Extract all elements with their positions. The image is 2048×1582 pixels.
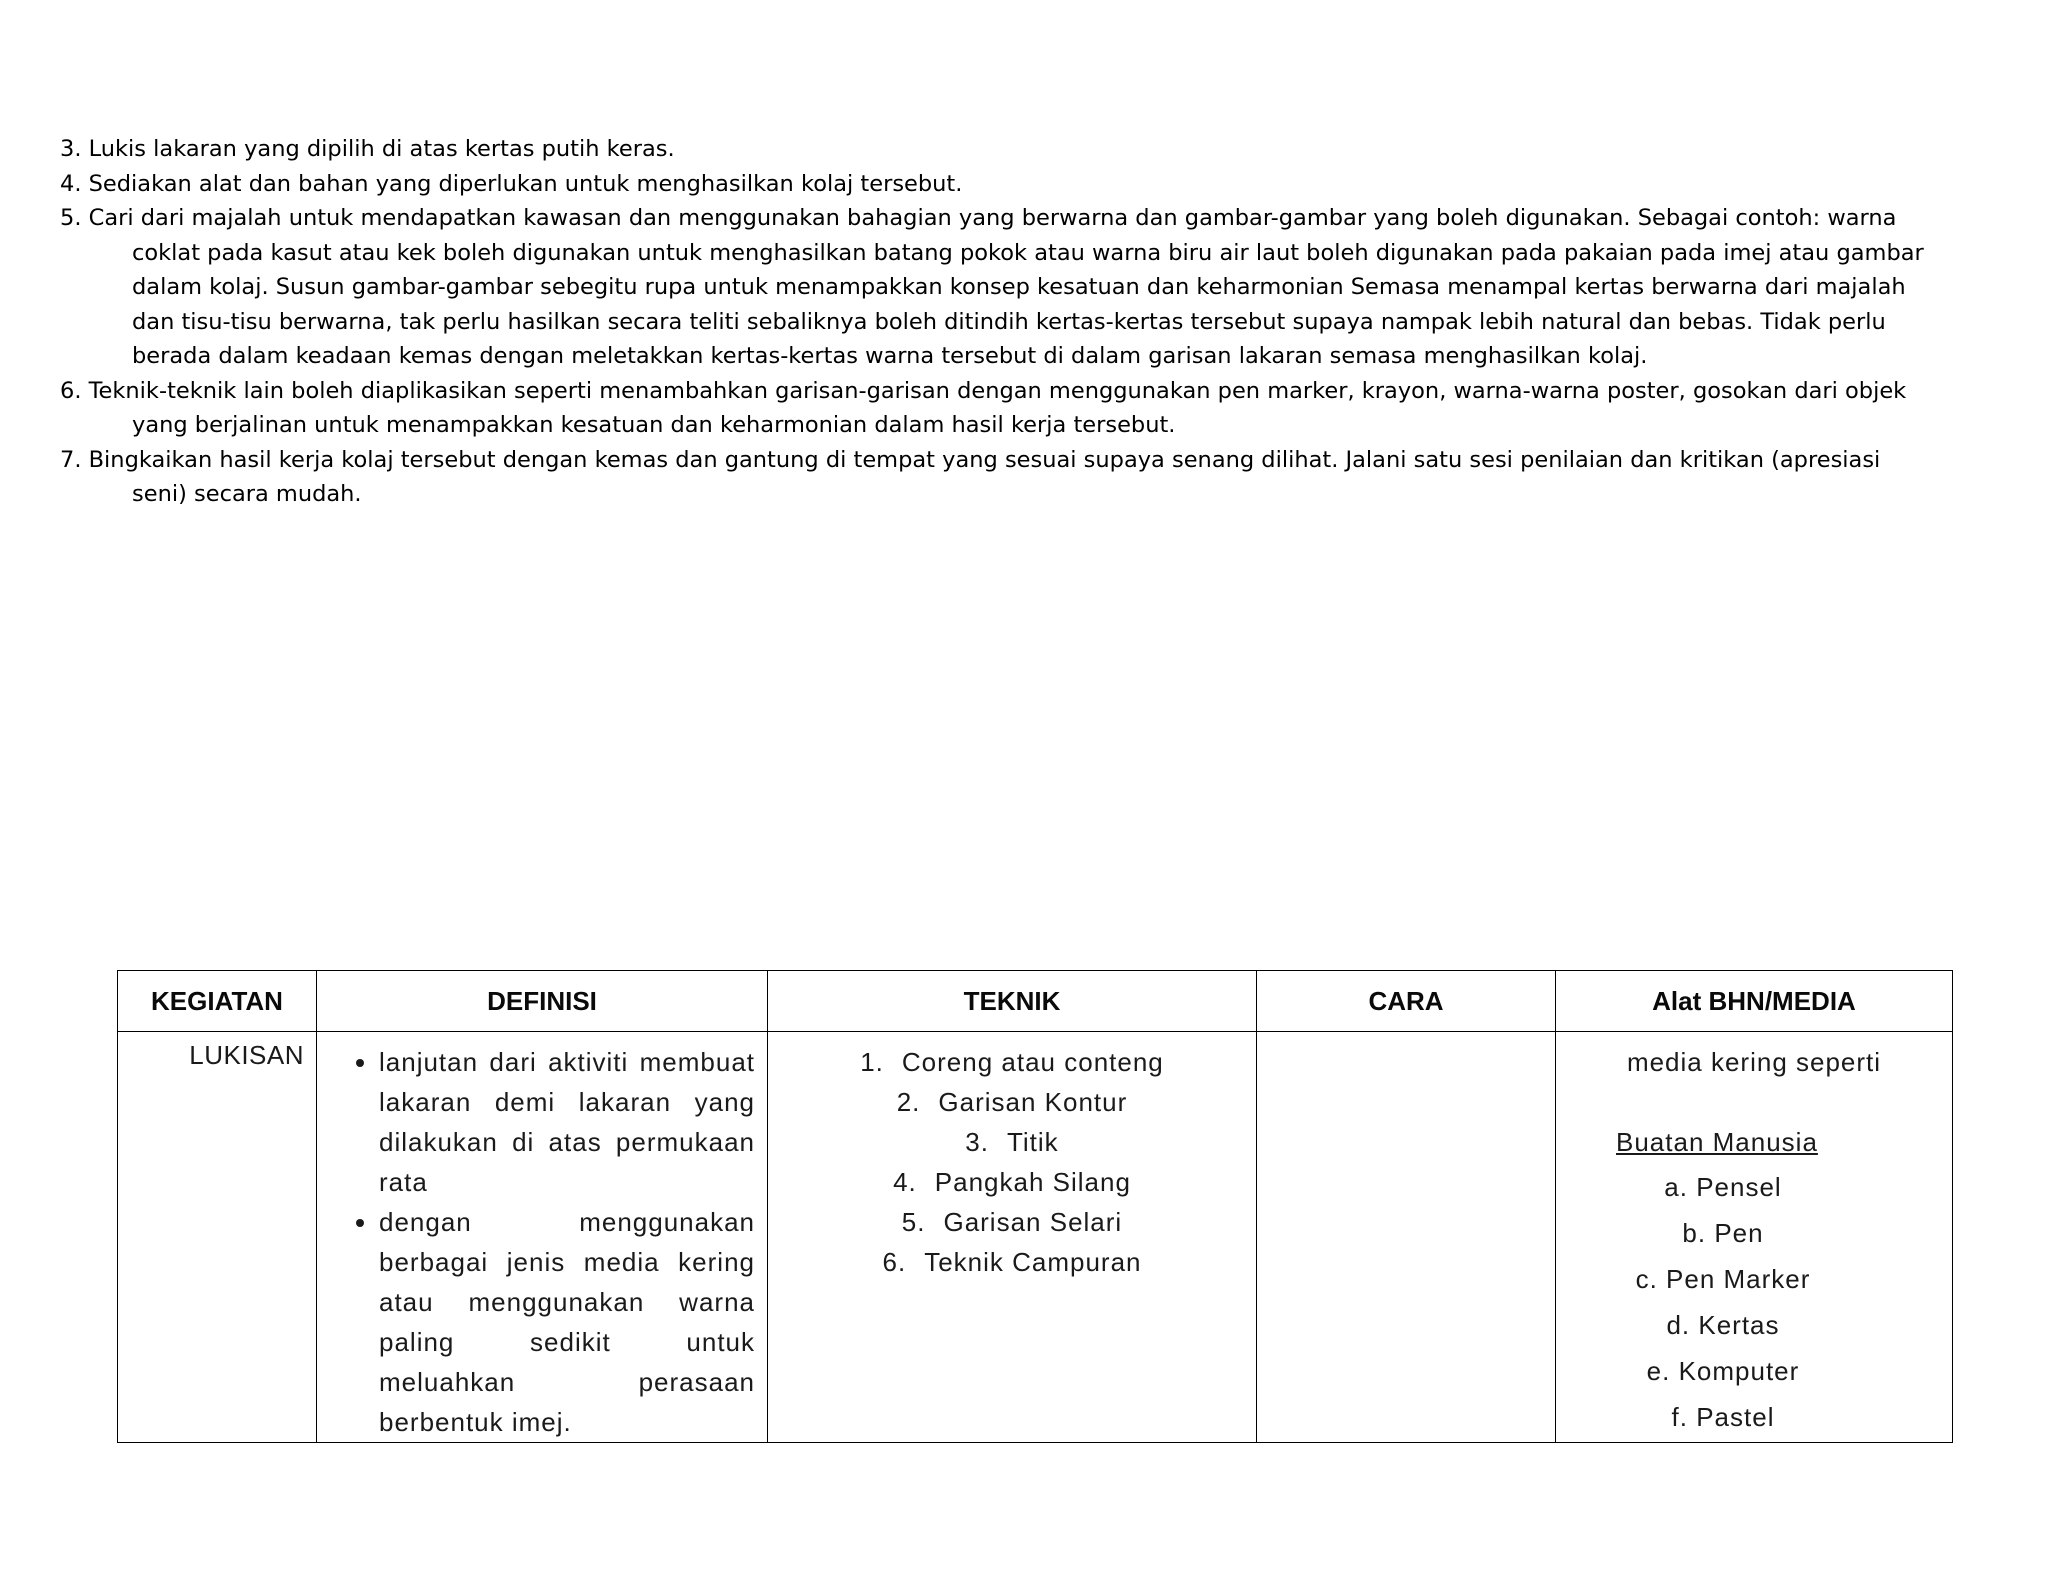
cell-kegiatan: LUKISAN — [118, 1032, 317, 1443]
teknik-number: 5. — [901, 1207, 926, 1237]
definisi-item: • dengan menggunakan berbagai jenis media kering atau menggunakan warna paling sedikit untuk meluahkan perasaan berbentuk imej. — [379, 1202, 755, 1442]
media-item — [1568, 1164, 1940, 1210]
teknik-label: Garisan Selari — [943, 1207, 1123, 1237]
teknik-number: 2. — [896, 1087, 921, 1117]
teknik-number: 6. — [882, 1247, 907, 1277]
teknik-label: Pangkah Silang — [934, 1167, 1131, 1197]
media-list — [1568, 1164, 1940, 1440]
media-item-label: e. Komputer — [1646, 1356, 1800, 1386]
teknik-number: 4. — [893, 1167, 917, 1197]
media-item-label: a. Pensel — [1664, 1172, 1782, 1202]
media-heading: Buatan Manusia — [1616, 1127, 1818, 1157]
cell-cara — [1257, 1032, 1556, 1443]
media-item — [1568, 1302, 1940, 1348]
cell-definisi — [317, 1032, 768, 1443]
media-item-label: c. Pen Marker — [1635, 1264, 1811, 1294]
cell-teknik — [768, 1032, 1257, 1443]
step-5: 5. Cari dari majalah untuk mendapatkan kawasan dan menggunakan bahagian yang berwarna dan gambar-gambar yang boleh digunakan. Sebagai contoh: warna coklat pada kasut atau kek boleh digunakan untuk menghasilkan batang pokok atau warna biru air laut boleh digunakan pada pakaian pada imej atau gambar dalam kolaj. Susun gambar-gambar sebegitu rupa untuk menampakkan konsep kesatuan dan keharmonian Semasa menampal kertas berwarna dari majalah dan tisu-tisu berwarna, tak perlu hasilkan secara teliti sebaliknya boleh ditindih kertas-kertas tersebut supaya nampak lebih natural dan bebas. Tidak perlu berada dalam keadaan kemas dengan meletakkan kertas-kertas warna tersebut di dalam garisan lakaran semasa menghasilkan kolaj. — [60, 205, 1924, 369]
media-intro: media kering seperti — [1626, 1047, 1882, 1077]
teknik-item — [780, 1082, 1244, 1122]
step-7: 7. Bingkaikan hasil kerja kolaj tersebut dengan kemas dan gantung di tempat yang sesuai supaya senang dilihat. Jalani satu sesi penilaian dan kritikan (apresiasi seni) secara mudah. — [60, 446, 1881, 507]
media-item — [1568, 1394, 1940, 1440]
step-4: 4. Sediakan alat dan bahan yang diperlukan untuk menghasilkan kolaj tersebut. — [60, 170, 963, 197]
table-header-row — [118, 971, 1953, 1032]
header-cara: CARA — [1257, 971, 1556, 1032]
header-media: Alat BHN/MEDIA — [1556, 971, 1953, 1032]
media-item — [1568, 1210, 1940, 1256]
media-item-label: f. Pastel — [1671, 1402, 1775, 1432]
header-kegiatan: KEGIATAN — [118, 971, 317, 1032]
teknik-label: Titik — [1006, 1127, 1059, 1157]
teknik-label: Teknik Campuran — [924, 1247, 1142, 1277]
step-6: 6. Teknik-teknik lain boleh diaplikasikan seperti menambahkan garisan-garisan dengan menggunakan pen marker, krayon, warna-warna poster, gosokan dari objek yang berjalinan untuk menampakkan kesatuan dan keharmonian dalam hasil kerja tersebut. — [60, 377, 1907, 438]
procedure-steps — [60, 132, 1940, 512]
header-definisi: DEFINISI — [317, 971, 768, 1032]
teknik-list — [780, 1042, 1244, 1282]
activity-table — [117, 970, 1953, 1443]
teknik-item — [780, 1162, 1244, 1202]
media-item — [1568, 1348, 1940, 1394]
teknik-label: Coreng atau conteng — [901, 1047, 1164, 1077]
definisi-list — [329, 1042, 755, 1442]
media-item — [1568, 1256, 1940, 1302]
teknik-label: Garisan Kontur — [938, 1087, 1128, 1117]
teknik-item — [780, 1242, 1244, 1282]
step-3: 3. Lukis lakaran yang dipilih di atas kertas putih keras. — [60, 136, 675, 162]
cell-media — [1556, 1032, 1953, 1443]
definisi-item: • lanjutan dari aktiviti membuat lakaran demi lakaran yang dilakukan di atas permukaan rata — [379, 1042, 755, 1202]
table-row — [118, 1032, 1953, 1443]
media-item-label: b. Pen — [1682, 1218, 1764, 1248]
teknik-item — [780, 1202, 1244, 1242]
media-item-label: d. Kertas — [1666, 1310, 1780, 1340]
teknik-item — [780, 1042, 1244, 1082]
teknik-number: 3. — [965, 1127, 989, 1157]
teknik-item — [780, 1122, 1244, 1162]
header-teknik: TEKNIK — [768, 971, 1257, 1032]
teknik-number: 1. — [860, 1047, 884, 1077]
